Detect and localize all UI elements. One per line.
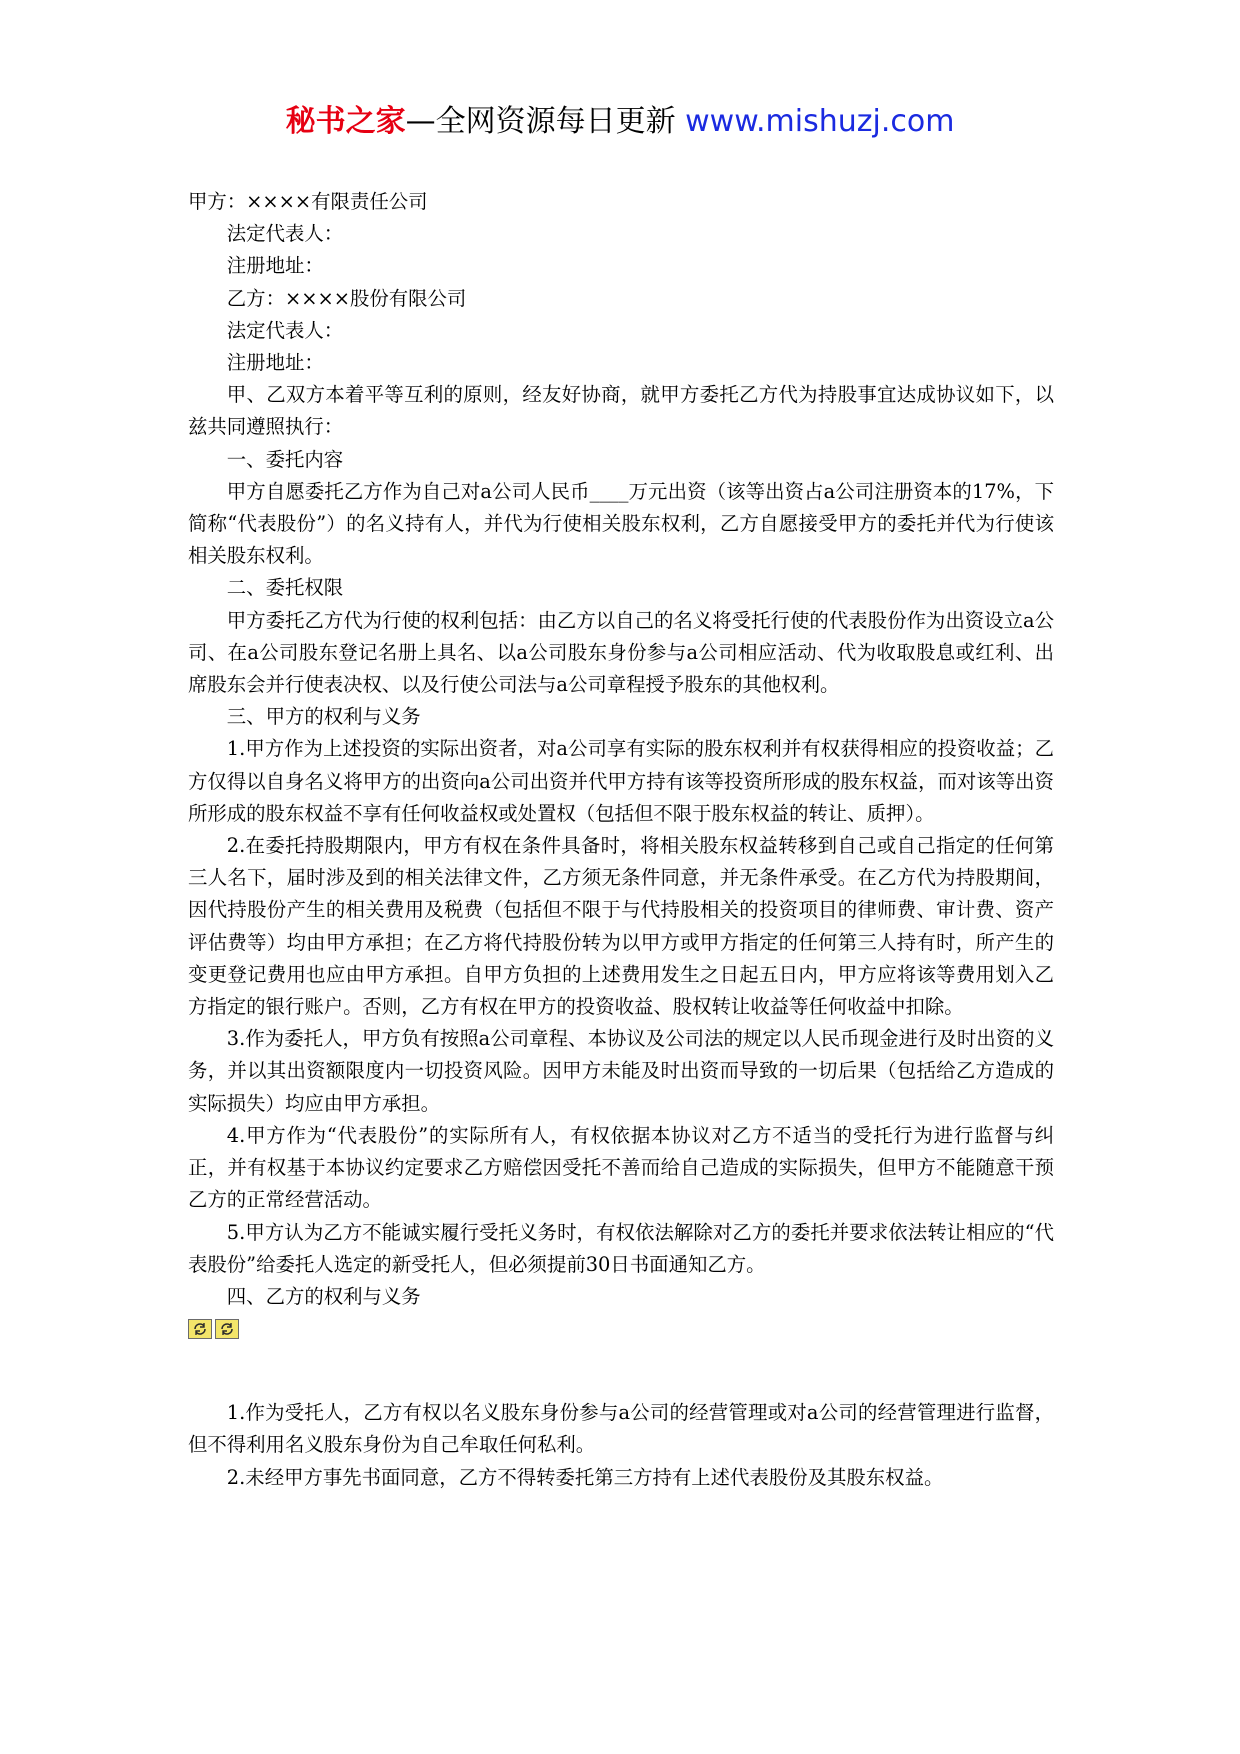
- refresh-arrows-icon: [192, 1322, 208, 1336]
- page-header: [0, 100, 1240, 144]
- refresh-arrows-icon: [219, 1322, 235, 1336]
- section-3-item-5: 5.甲方认为乙方不能诚实履行受托义务时，有权依法解除对乙方的委托并要求依法转让相应的“代表股份”给委托人选定的新受托人，但必须提前30日书面通知乙方。: [188, 1220, 1054, 1276]
- section-4-item-2: 2.未经甲方事先书面同意，乙方不得转委托第三方持有上述代表股份及其股东权益。: [226, 1465, 944, 1489]
- section-3-item-1: 1.甲方作为上述投资的实际出资者，对a公司享有实际的股东权利并有权获得相应的投资收益；乙方仅得以自身名义将甲方的出资向a公司出资并代甲方持有该等投资所形成的股东权益，而对该等出资所形成的股东权益不享有任何收益权或处置权（包括但不限于股东权益的转让、质押）。: [188, 737, 1054, 825]
- section-2-title: 二、委托权限: [226, 576, 344, 600]
- section-3-title: 三、甲方的权利与义务: [226, 705, 421, 729]
- section-1-title: 一、委托内容: [226, 447, 344, 471]
- agreement-body: [188, 186, 1054, 1494]
- embedded-object-icons: [188, 1319, 1054, 1341]
- embedded-object-icon: [188, 1319, 212, 1339]
- blank-gap: [188, 1341, 1054, 1397]
- party-a-address: 注册地址：: [226, 254, 324, 278]
- section-1-text: 甲方自愿委托乙方作为自己对a公司人民币____万元出资（该等出资占a公司注册资本的17%，下简称“代表股份”）的名义持有人，并代为行使相关股东权利，乙方自愿接受甲方的委托并代为行使该相关股东权利。: [188, 479, 1054, 568]
- section-4-item-1: 1.作为受托人，乙方有权以名义股东身份参与a公司的经营管理或对a公司的经营管理进行监督，但不得利用名义股东身份为自己牟取任何私利。: [188, 1401, 1054, 1457]
- section-3-item-4: 4.甲方作为“代表股份”的实际所有人，有权依据本协议对乙方不适当的受托行为进行监督与纠正，并有权基于本协议约定要求乙方赔偿因受托不善而给自己造成的实际损失，但甲方不能随意干预乙方的正常经营活动。: [188, 1123, 1054, 1212]
- section-3-item-3: 3.作为委托人，甲方负有按照a公司章程、本协议及公司法的规定以人民币现金进行及时出资的义务，并以其出资额限度内一切投资风险。因甲方未能及时出资而导致的一切后果（包括给乙方造成的实际损失）均应由甲方承担。: [188, 1027, 1054, 1115]
- brand-name: 秘书之家: [285, 104, 406, 139]
- section-2-text: 甲方委托乙方代为行使的权利包括：由乙方以自己的名义将受托行使的代表股份作为出资设立a公司、在a公司股东登记名册上具名、以a公司股东身份参与a公司相应活动、代为收取股息或红利、出席股东会并行使表决权、以及行使公司法与a公司章程授予股东的其他权利。: [188, 608, 1054, 697]
- header-tagline: —全网资源每日更新: [405, 104, 686, 139]
- party-b-address: 注册地址：: [226, 351, 324, 375]
- intro-paragraph: 甲、乙双方本着平等互利的原则，经友好协商，就甲方委托乙方代为持股事宜达成协议如下，以兹共同遵照执行：: [188, 383, 1054, 439]
- section-3-item-2: 2.在委托持股期限内，甲方有权在条件具备时，将相关股东权益转移到自己或自己指定的任何第三人名下，届时涉及到的相关法律文件，乙方须无条件同意，并无条件承受。在乙方代为持股期间，因代持股份产生的相关费用及税费（包括但不限于与代持股相关的投资项目的律师费、审计费、资产评估费等）均由甲方承担；在乙方将代持股份转为以甲方或甲方指定的任何第三人持有时，所产生的变更登记费用也应由甲方承担。自甲方负担的上述费用发生之日起五日内，甲方应将该等费用划入乙方指定的银行账户。否则，乙方有权在甲方的投资收益、股权转让收益等任何收益中扣除。: [188, 834, 1054, 1019]
- embedded-object-icon: [215, 1319, 239, 1339]
- party-a-representative: 法定代表人：: [226, 222, 344, 246]
- party-a-line: 甲方：××××有限责任公司: [188, 190, 428, 213]
- party-b-representative: 法定代表人：: [226, 318, 344, 342]
- section-4-title: 四、乙方的权利与义务: [226, 1284, 421, 1308]
- site-url-link[interactable]: www.mishuzj.com: [685, 104, 955, 139]
- party-b-line: 乙方：××××股份有限公司: [226, 286, 467, 310]
